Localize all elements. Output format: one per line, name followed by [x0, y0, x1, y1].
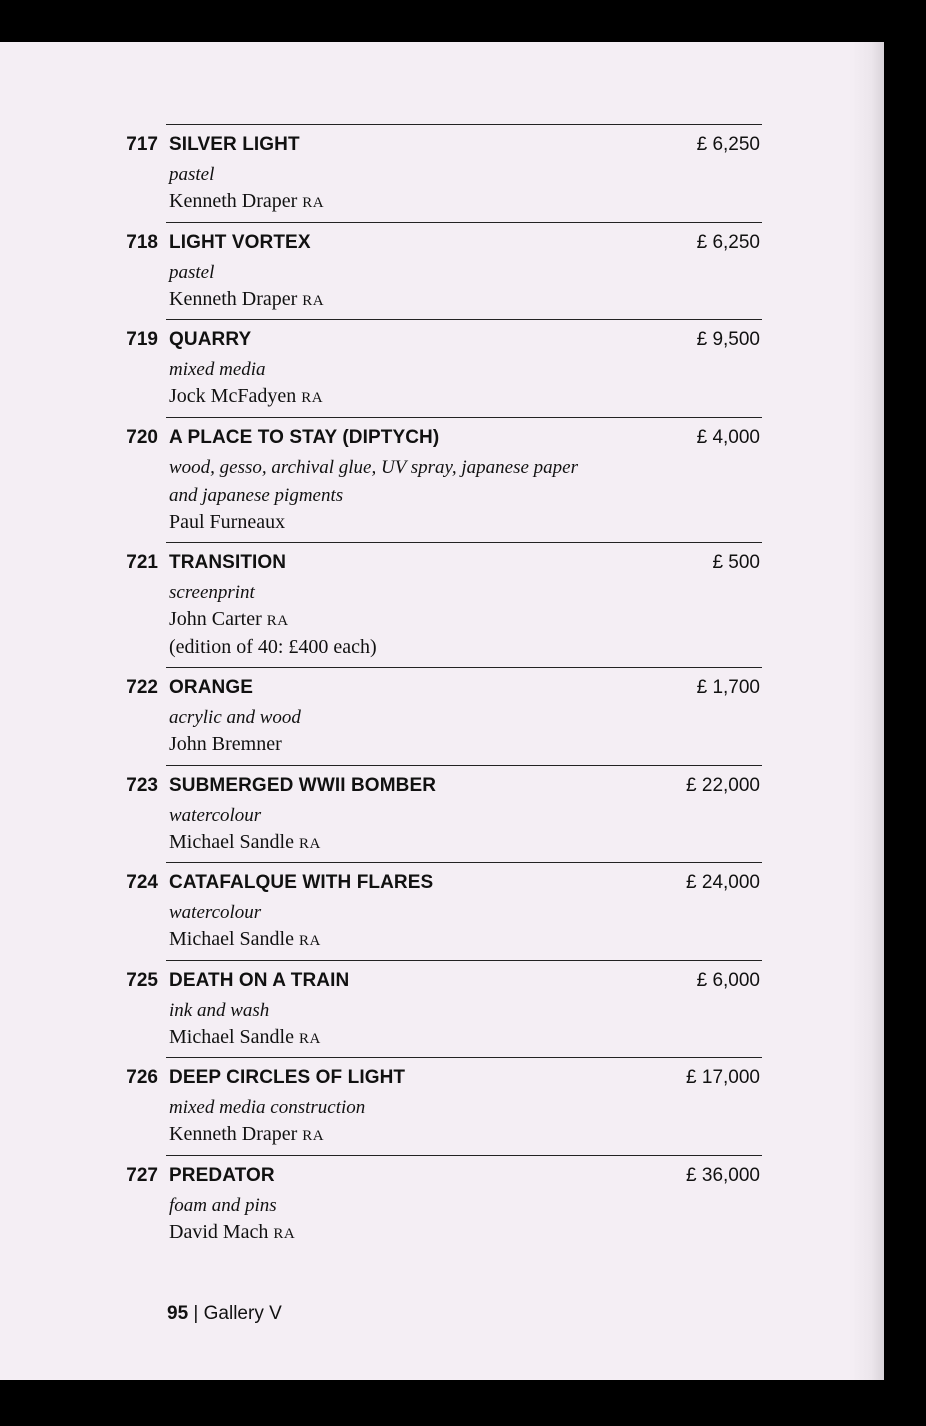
artist-name: Jock McFadyen	[169, 385, 297, 407]
footer-separator: |	[193, 1303, 199, 1324]
price: £ 1,700	[696, 677, 760, 698]
work-title: DEATH ON A TRAIN	[169, 970, 350, 991]
medium: pastel	[169, 164, 215, 185]
work-title: SUBMERGED WWII BOMBER	[169, 775, 437, 796]
price: £ 6,250	[696, 232, 760, 253]
lot-number: 725	[126, 970, 158, 991]
medium: ink and wash	[169, 1000, 270, 1021]
artist	[169, 511, 285, 534]
divider	[166, 542, 762, 543]
ra-suffix: RA	[273, 1226, 296, 1242]
divider	[166, 862, 762, 863]
medium: watercolour	[169, 902, 262, 923]
medium: mixed media	[169, 359, 266, 380]
price: £ 500	[712, 552, 760, 573]
lot-number: 727	[126, 1165, 158, 1186]
page-edge	[852, 42, 884, 1380]
artist-name: Kenneth Draper	[169, 288, 298, 310]
artist-name: Michael Sandle	[169, 831, 294, 853]
artist	[169, 385, 323, 408]
price: £ 4,000	[696, 427, 760, 448]
medium: watercolour	[169, 805, 262, 826]
medium: foam and pins	[169, 1195, 277, 1216]
ra-suffix: RA	[298, 1031, 321, 1047]
ra-suffix: RA	[302, 195, 325, 211]
artist-name: Kenneth Draper	[169, 190, 298, 212]
lot-number: 718	[126, 232, 158, 253]
work-title: TRANSITION	[169, 552, 287, 573]
artist-name: John Carter	[169, 608, 262, 630]
lot-number: 723	[126, 775, 158, 796]
artist	[169, 288, 324, 311]
artist-name: Paul Furneaux	[169, 511, 286, 533]
lot-number: 719	[126, 329, 158, 350]
lot-number: 722	[126, 677, 158, 698]
artist-name: John Bremner	[169, 733, 282, 755]
artist	[169, 831, 321, 854]
lot-number: 726	[126, 1067, 158, 1088]
ra-suffix: RA	[302, 293, 325, 309]
medium: wood, gesso, archival glue, UV spray, japanese paper and japanese pigments	[169, 457, 578, 506]
price: £ 9,500	[696, 329, 760, 350]
artist-name: Kenneth Draper	[169, 1123, 298, 1145]
artist	[169, 190, 324, 213]
artist	[169, 733, 282, 756]
page-number: 95	[167, 1303, 189, 1324]
work-title: A PLACE TO STAY (DIPTYCH)	[169, 427, 440, 448]
artist	[169, 1221, 295, 1244]
artist-name: Michael Sandle	[169, 928, 294, 950]
divider	[166, 960, 762, 961]
work-title: ORANGE	[169, 677, 253, 698]
divider	[166, 124, 762, 125]
divider	[166, 1057, 762, 1058]
artist-name: Michael Sandle	[169, 1026, 294, 1048]
lot-number: 717	[126, 134, 158, 155]
divider	[166, 222, 762, 223]
price: £ 6,000	[696, 970, 760, 991]
page-footer	[167, 1303, 282, 1325]
divider	[166, 1155, 762, 1156]
work-title: QUARRY	[169, 329, 252, 350]
artist	[169, 1026, 321, 1049]
ra-suffix: RA	[298, 933, 321, 949]
lot-number: 724	[126, 872, 158, 893]
work-title: LIGHT VORTEX	[169, 232, 311, 253]
ra-suffix: RA	[302, 1128, 325, 1144]
work-title: PREDATOR	[169, 1165, 275, 1186]
ra-suffix: RA	[301, 390, 324, 406]
medium: screenprint	[169, 582, 255, 603]
work-title: DEEP CIRCLES OF LIGHT	[169, 1067, 406, 1088]
work-title: SILVER LIGHT	[169, 134, 300, 155]
medium: mixed media construction	[169, 1097, 366, 1118]
divider	[166, 765, 762, 766]
price: £ 24,000	[686, 872, 760, 893]
price: £ 36,000	[686, 1165, 760, 1186]
medium: pastel	[169, 262, 215, 283]
lot-number: 720	[126, 427, 158, 448]
catalogue-page	[0, 42, 884, 1380]
price: £ 22,000	[686, 775, 760, 796]
edition-note: (edition of 40: £400 each)	[169, 636, 377, 658]
price: £ 17,000	[686, 1067, 760, 1088]
lot-number: 721	[126, 552, 158, 573]
work-title: CATAFALQUE WITH FLARES	[169, 872, 434, 893]
artist	[169, 928, 321, 951]
section-name: Gallery V	[203, 1303, 282, 1324]
ra-suffix: RA	[298, 836, 321, 852]
divider	[166, 417, 762, 418]
artist	[169, 608, 289, 631]
divider	[166, 667, 762, 668]
price: £ 6,250	[696, 134, 760, 155]
divider	[166, 319, 762, 320]
artist-name: David Mach	[169, 1221, 269, 1243]
medium: acrylic and wood	[169, 707, 301, 728]
ra-suffix: RA	[266, 613, 289, 629]
artist	[169, 1123, 324, 1146]
